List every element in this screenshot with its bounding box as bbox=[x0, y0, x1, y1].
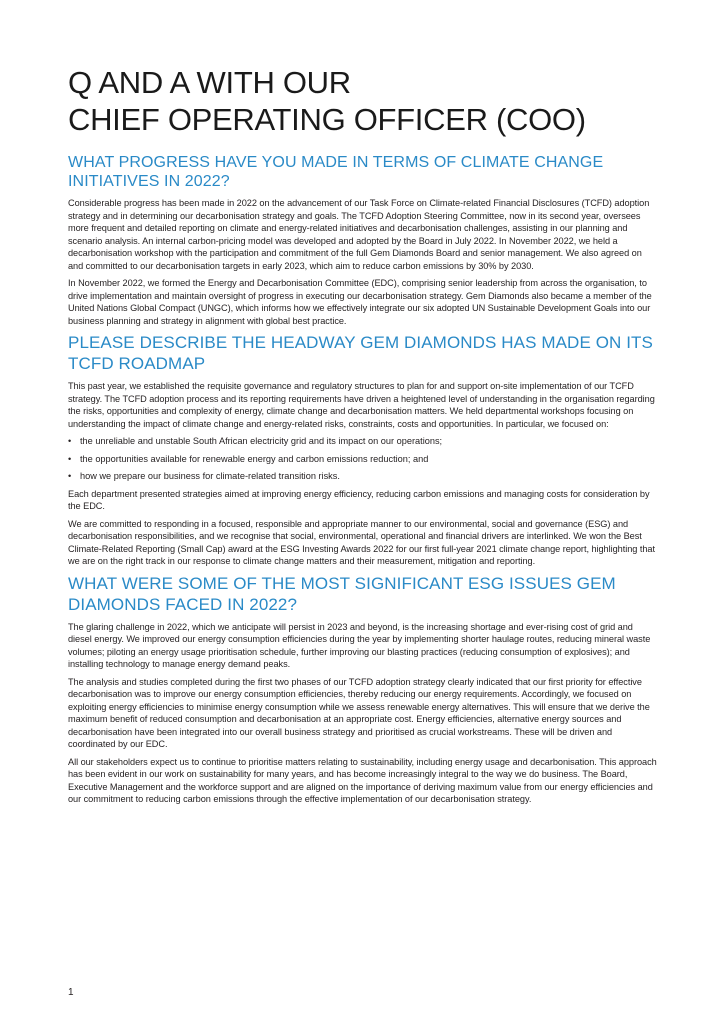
question-heading: WHAT PROGRESS HAVE YOU MADE IN TERMS OF CLIMATE CHANGE INITIATIVES IN 2022? bbox=[68, 154, 604, 190]
answer-paragraph: The glaring challenge in 2022, which we anticipate will persist in 2023 and beyond, is the increasing shortage and ever-rising cost of grid and diesel energy. We improved our energy consumption efficiencies during the year by implementing shorter haulage routes, reducing mineral waste volumes; piloting an energy usage prioritisation schedule, further improving our blasting practices (reducing consumption of explosives); and installing technology to manage energy demand peaks. bbox=[68, 621, 651, 669]
answer-paragraph: In November 2022, we formed the Energy and Decarbonisation Committee (EDC), comprising senior leadership from across the organisation, to drive implementation and maintain oversight of progress in executing our decarbonisation strategy. Gem Diamonds also became a member of the United Nations Global Compact (UNGC), which informs how we effectively integrate our six adopted UN Sustainable Development Goals into our business planning and strategy in alignment with global best practice. bbox=[68, 278, 652, 326]
page-title bbox=[68, 64, 658, 138]
answer-paragraph: The analysis and studies completed during the first two phases of our TCFD adoption strategy clearly indicated that our first priority for effective decarbonisation was to improve our energy consumption efficiencies, thereby reducing our energy requirements. Accordingly, we focused on exploiting energy efficiencies to minimise energy consumption while we assess renewable energy alternatives. This will ensure that we derive the maximum benefit of reduced consumption and decarbonisation at an appropriate cost. Energy efficiencies, alternative energy sources and decarbonisation have been integrated into our overall business strategy and prioritised as crucial workstreams. These will be driven and coordinated by our EDC. bbox=[68, 676, 650, 749]
list-item: • how we prepare our business for climate-related transition risks. bbox=[68, 470, 658, 483]
section-esg-issues bbox=[68, 573, 658, 806]
answer-paragraph: Considerable progress has been made in 2022 on the advancement of our Task Force on Climate-related Financial Disclosures (TCFD) adoption strategy and in determining our decarbonisation strategy and goals. The TCFD Adoption Steering Committee, now in its second year, oversees more frequent and detailed reporting on climate and energy-related initiatives and decarbonisation challenges, assisting in our planning and scenario analysis. An internal carbon-pricing model was developed and adopted by the Board in July 2022. In November 2022, we held a decarbonisation workshop with the participation and commitment of the full Gem Diamonds Board and senior management. We also agreed on and committed to our decarbonisation targets in early 2023, which aim to reduce carbon emissions by 30% by 2030. bbox=[68, 198, 650, 271]
question-heading: PLEASE DESCRIBE THE HEADWAY GEM DIAMONDS HAS MADE ON ITS TCFD ROADMAP bbox=[68, 333, 653, 373]
page-number: 1 bbox=[68, 987, 74, 998]
page-title-line-1: Q AND A WITH OUR bbox=[68, 65, 351, 100]
answer-paragraph: This past year, we established the requisite governance and regulatory structures to plan for and support on-site implementation of our TCFD strategy. The TCFD adoption process and its reporting requirements have driven a heightened level of understanding in the organisation regarding the risks, opportunities and complexity of energy, climate change and decarbonisation matters. We held departmental workshops focusing on understanding the impact of climate change and energy-related risks, constraints, costs and opportunities. In particular, we focused on: bbox=[68, 381, 655, 429]
section-climate-progress bbox=[68, 153, 658, 327]
page-content bbox=[68, 64, 658, 811]
question-heading: WHAT WERE SOME OF THE MOST SIGNIFICANT ESG ISSUES GEM DIAMONDS FACED IN 2022? bbox=[68, 573, 616, 614]
answer-paragraph: We are committed to responding in a focused, responsible and appropriate manner to our environmental, social and governance (ESG) and decarbonisation responsibilities, and we recognise that social, environmental, operational and financial drivers are interlinked. We won the Best Climate-Related Reporting (Small Cap) award at the ESG Investing Awards 2022 for our first full-year 2021 climate change report, highlighting that we are on the right track in our response to climate change matters and their measurement, mitigation and reporting. bbox=[68, 518, 655, 566]
answer-paragraph: Each department presented strategies aimed at improving energy efficiency, reducing carbon emissions and managing costs for consideration by the EDC. bbox=[68, 488, 650, 511]
focus-list bbox=[68, 435, 658, 483]
page-title-line-2: CHIEF OPERATING OFFICER (COO) bbox=[68, 102, 586, 137]
list-item: • the unreliable and unstable South African electricity grid and its impact on our operations; bbox=[68, 435, 658, 448]
section-tcfd-roadmap bbox=[68, 332, 658, 568]
answer-paragraph: All our stakeholders expect us to continue to prioritise matters relating to sustainability, including energy usage and decarbonisation. This approach has been evident in our work on sustainability for many years, and has become increasingly integral to the way we do business. The Board, Executive Management and the workforce support and are aligned on the importance of deriving maximum value from our energy efficiencies and our commitment to reducing carbon emissions through the effective implementation of our decarbonisation strategy. bbox=[68, 756, 657, 804]
list-item: • the opportunities available for renewable energy and carbon emissions reduction; and bbox=[68, 453, 658, 466]
